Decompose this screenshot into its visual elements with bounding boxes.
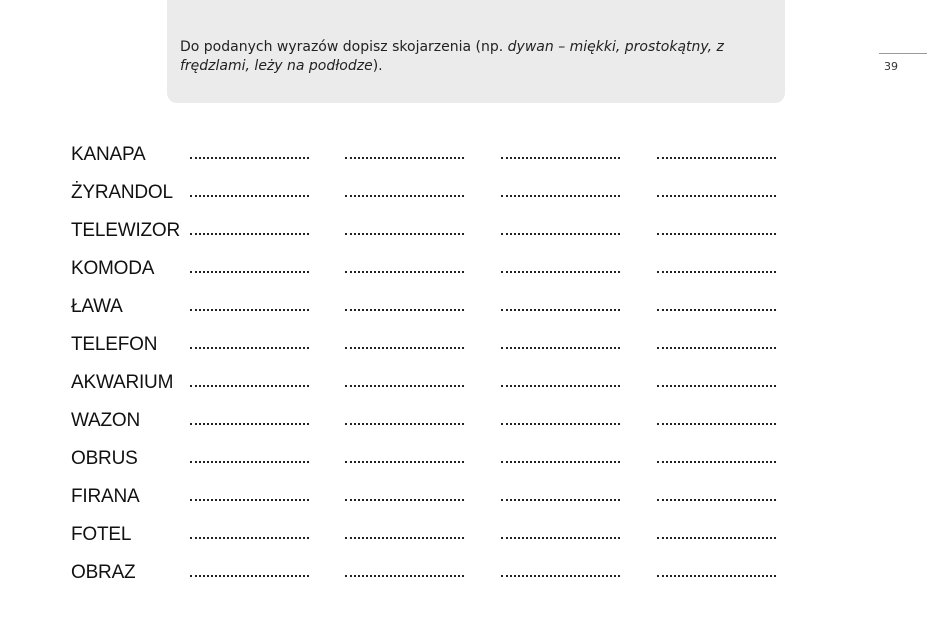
- word-row: [0, 443, 934, 481]
- word-row: [0, 329, 934, 367]
- answer-line-2[interactable]: [345, 347, 464, 349]
- answer-line-3[interactable]: [501, 347, 620, 349]
- answer-line-1[interactable]: [190, 347, 309, 349]
- answer-line-1[interactable]: [190, 309, 309, 311]
- answer-line-1[interactable]: [190, 385, 309, 387]
- word-label: AKWARIUM: [71, 372, 174, 393]
- answer-line-2[interactable]: [345, 575, 464, 577]
- word-row: [0, 557, 934, 595]
- page-number-rule: [879, 53, 927, 54]
- answer-line-4[interactable]: [657, 575, 776, 577]
- word-row: [0, 405, 934, 443]
- answer-line-2[interactable]: [345, 157, 464, 159]
- word-label: OBRAZ: [71, 562, 136, 583]
- word-label: OBRUS: [71, 448, 138, 469]
- instruction-tail: ).: [372, 58, 383, 74]
- answer-line-1[interactable]: [190, 157, 309, 159]
- answer-line-3[interactable]: [501, 195, 620, 197]
- answer-line-2[interactable]: [345, 233, 464, 235]
- instruction-example: dywan – miękki, prostokątny, z frędzlami, leży na podłodze: [180, 39, 724, 74]
- answer-line-2[interactable]: [345, 537, 464, 539]
- word-label: WAZON: [71, 410, 141, 431]
- word-label: TELEFON: [71, 334, 158, 355]
- answer-line-3[interactable]: [501, 385, 620, 387]
- answer-line-2[interactable]: [345, 195, 464, 197]
- word-row: [0, 215, 934, 253]
- page-number: 39: [884, 60, 898, 73]
- answer-line-1[interactable]: [190, 233, 309, 235]
- answer-line-1[interactable]: [190, 461, 309, 463]
- word-label: ŻYRANDOL: [71, 182, 173, 203]
- answer-line-1[interactable]: [190, 271, 309, 273]
- word-label: FIRANA: [71, 486, 140, 507]
- answer-line-3[interactable]: [501, 271, 620, 273]
- answer-line-3[interactable]: [501, 575, 620, 577]
- word-row: [0, 519, 934, 557]
- answer-line-4[interactable]: [657, 195, 776, 197]
- answer-line-3[interactable]: [501, 157, 620, 159]
- answer-line-2[interactable]: [345, 423, 464, 425]
- instruction-box: [167, 0, 785, 103]
- word-row: [0, 367, 934, 405]
- word-row: [0, 139, 934, 177]
- answer-line-4[interactable]: [657, 461, 776, 463]
- answer-line-4[interactable]: [657, 499, 776, 501]
- answer-line-4[interactable]: [657, 385, 776, 387]
- word-row: [0, 481, 934, 519]
- answer-line-1[interactable]: [190, 423, 309, 425]
- instruction-lead: Do podanych wyrazów dopisz skojarzenia (np.: [180, 39, 508, 55]
- answer-line-4[interactable]: [657, 309, 776, 311]
- answer-line-3[interactable]: [501, 499, 620, 501]
- answer-line-1[interactable]: [190, 575, 309, 577]
- word-label: FOTEL: [71, 524, 132, 545]
- word-row: [0, 253, 934, 291]
- answer-line-3[interactable]: [501, 309, 620, 311]
- answer-line-2[interactable]: [345, 309, 464, 311]
- answer-line-4[interactable]: [657, 537, 776, 539]
- word-row: [0, 177, 934, 215]
- word-label: ŁAWA: [71, 296, 123, 317]
- word-label: KANAPA: [71, 144, 146, 165]
- answer-line-2[interactable]: [345, 461, 464, 463]
- answer-line-4[interactable]: [657, 157, 776, 159]
- word-label: KOMODA: [71, 258, 155, 279]
- word-label: TELEWIZOR: [71, 220, 181, 241]
- word-row: [0, 291, 934, 329]
- answer-line-3[interactable]: [501, 423, 620, 425]
- answer-line-4[interactable]: [657, 271, 776, 273]
- answer-line-4[interactable]: [657, 233, 776, 235]
- answer-line-4[interactable]: [657, 423, 776, 425]
- answer-line-2[interactable]: [345, 271, 464, 273]
- answer-line-3[interactable]: [501, 461, 620, 463]
- answer-line-3[interactable]: [501, 233, 620, 235]
- answer-line-2[interactable]: [345, 385, 464, 387]
- answer-line-4[interactable]: [657, 347, 776, 349]
- answer-line-1[interactable]: [190, 537, 309, 539]
- answer-line-2[interactable]: [345, 499, 464, 501]
- answer-line-1[interactable]: [190, 499, 309, 501]
- answer-line-1[interactable]: [190, 195, 309, 197]
- answer-line-3[interactable]: [501, 537, 620, 539]
